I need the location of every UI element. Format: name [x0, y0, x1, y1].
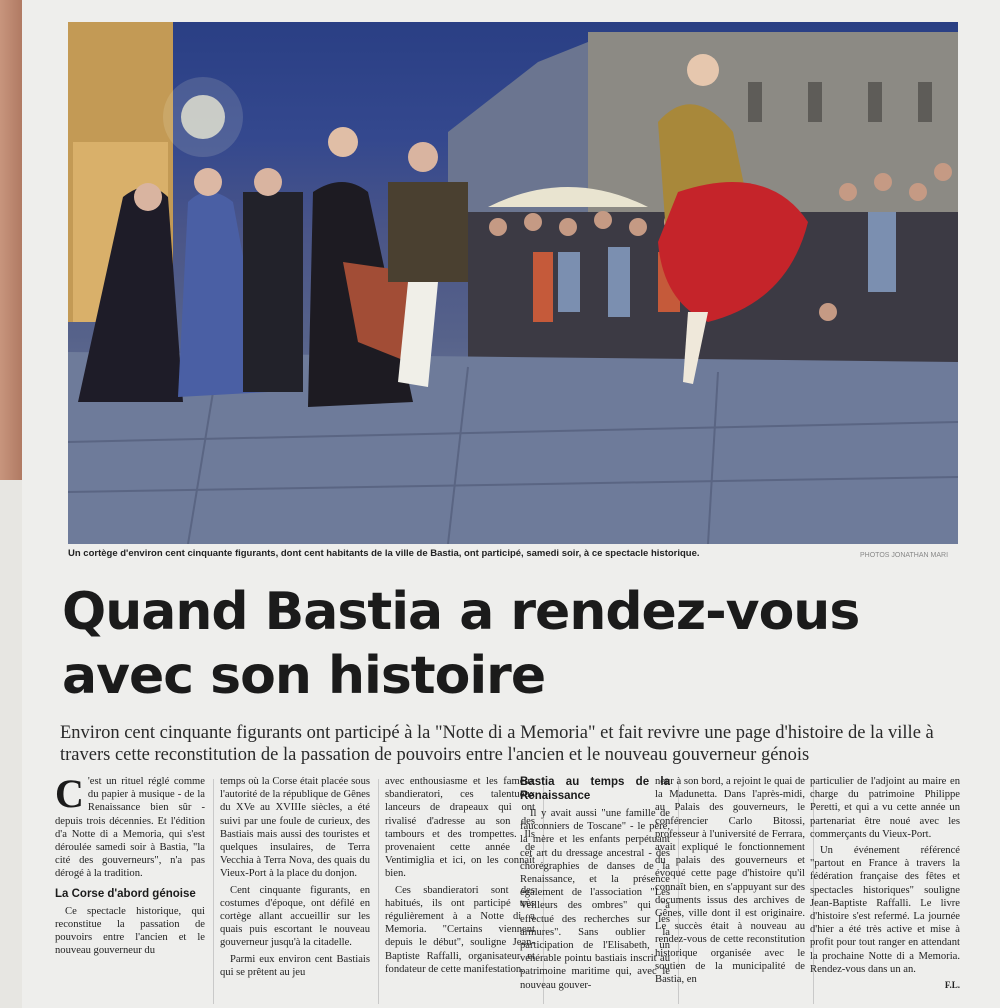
headline-line-2: avec son histoire	[62, 646, 546, 706]
photo-caption: Un cortège d'environ cent cinquante figurants, dont cent habitants de la ville de Bastia, ont participé, samedi soir, à ce spectacle historique.	[68, 548, 700, 559]
drop-cap: C	[55, 775, 84, 816]
column-5	[655, 775, 805, 1008]
paragraph: Un événement référencé "partout en France à travers la fédération française des fêtes et spectacles historiques" souligne Jean-Baptiste Raffalli. Le livre d'histoire s'est refermé. La journée d'hier a été très active et mise à profit pour tout ranger en attendant la prochaine Notte di a Memoria. Rendez-vous dans un an.	[810, 845, 960, 975]
column-4	[520, 775, 670, 1008]
paragraph: Il y avait aussi "une famille de fauconniers de Toscane" - le père, la mère et les enfants perpétuant cet art du dressage ancestral - des chorégraphies de danses de la Renaissance, et la présence également de l'association "Les Veilleurs des ombres" qui "a effectué des recherches sur les armures". Sans oublier la participation de l'Elisabeth, un vénérable pointu bastiais inscrit au patrimoine maritime qui, avec le nouveau gouver-	[520, 808, 670, 991]
paragraph: Cent cinquante figurants, en costumes d'époque, ont défilé en cortège allant accueillir sur les quais puis escortant le nouveau gouverneur jusqu'à la citadelle.	[220, 884, 370, 949]
paragraph: Ces sbandieratori sont des habitués, ils ont participé très régulièrement à a Notte di a Memoria. "Certains viennent depuis le début", souligne Jean-Baptiste Raffalli, organisateur et fondateur de cette manifestation.	[385, 884, 535, 975]
paragraph: particulier de l'adjoint au maire en charge du patrimoine Philippe Peretti, et qui a vu cette année un partenariat être noué avec les commerçants du Vieux-Port.	[810, 776, 960, 840]
headline	[62, 580, 962, 708]
column-2	[220, 775, 370, 1008]
headline-line-1: Quand Bastia a rendez-vous	[62, 582, 860, 642]
paragraph: Parmi eux environ cent Bastiais qui se prêtent au jeu	[220, 953, 370, 978]
photo-credit: PHOTOS JONATHAN MARI	[860, 552, 949, 559]
column-6	[810, 775, 960, 1008]
column-divider	[213, 779, 214, 1004]
subheading: Bastia au temps de la Renaissance	[520, 776, 670, 802]
paragraph: temps où la Corse était placée sous l'autorité de la république de Gênes du XVe au XVIIIe siècles, a été suivi par une foule de curieux, des Bastiais mais aussi des touristes et quelques insulaires, de Terra Vecchia à Terra Nova, des quais du Vieux-Port à la place du donjon.	[220, 776, 370, 880]
article-photo	[68, 22, 958, 544]
column-1	[55, 775, 205, 1008]
column-divider	[378, 779, 379, 1004]
paragraph: neur à son bord, a rejoint le quai de la Madunetta. Dans l'après-midi, au Palais des gouverneurs, le conférencier Carlo Bitossi, professeur à l'université de Ferrara, avait expliqué le fonctionnement du palais des gouverneurs et évoqué cette page d'histoire qu'il connaît bien, en s'appuyant sur des documents issus des archives de Gênes, ville dont il est originaire. Le succès était à nouveau au rendez-vous de cette reconstitution historique organisée avec le soutien de la municipalité de Bastia, en	[655, 776, 805, 986]
photo-illustration	[68, 22, 958, 544]
paragraph: 'est un rituel réglé comme du papier à musique - de la Renaissance bien sûr - depuis trois décennies. Et l'édition d'a Notte di a Memoria, qui s'est déroulée samedi soir à Bastia, "la cité des gouverneurs", n'a pas dérogé à la tradition.	[55, 776, 205, 880]
column-3	[385, 775, 535, 1008]
article-body	[55, 775, 960, 1008]
author-signature: F.L.	[944, 980, 960, 991]
paragraph: Ce spectacle historique, qui reconstitue la passation de pouvoirs entre l'ancien et le nouveau gouverneur du	[55, 905, 205, 957]
paragraph: avec enthousiasme et les fameux sbandieratori, ces talentueux lanceurs de drapeaux qui ont rivalisé d'adresse au son des tambours et des trompettes. Ils provenaient cette année de Ventimiglia et ici, on les connaît bien.	[385, 776, 535, 880]
hand-edge	[0, 0, 22, 480]
standfirst: Environ cent cinquante figurants ont participé à la "Notte di a Memoria" et fait revivre une page d'histoire de la ville à travers cette reconstitution de la passation de pouvoirs entre l'ancien et le nouveau gouverneur génois	[60, 723, 934, 765]
subheading: La Corse d'abord génoise	[55, 887, 196, 900]
